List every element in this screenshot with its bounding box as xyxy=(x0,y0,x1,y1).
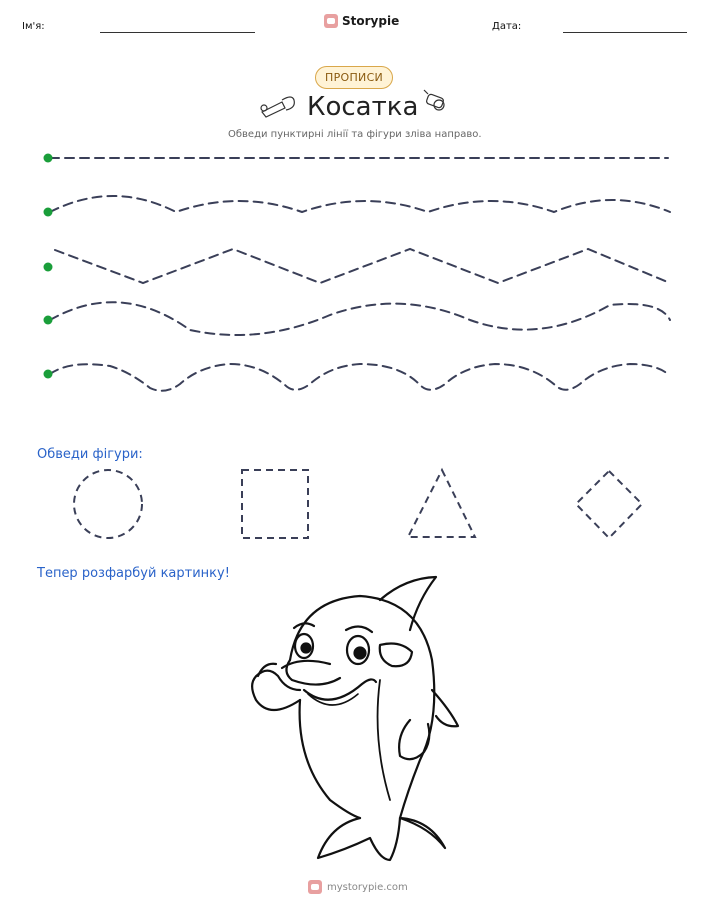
shapes-heading: Обведи фігури: xyxy=(37,447,143,462)
orca-illustration xyxy=(252,577,458,860)
start-dot xyxy=(44,208,53,217)
worksheet-badge: ПРОПИСИ xyxy=(315,66,393,89)
start-dots xyxy=(44,154,53,379)
storypie-logo-icon xyxy=(308,880,322,894)
name-label: Ім'я: xyxy=(22,21,45,32)
tracing-lines xyxy=(50,158,670,391)
tracing-shapes xyxy=(74,470,642,538)
shape-square xyxy=(242,470,308,538)
tracing-line-zigzag xyxy=(55,249,670,283)
start-dot xyxy=(44,263,53,272)
coloring-heading: Тепер розфарбуй картинку! xyxy=(37,566,230,581)
trumpet-icon xyxy=(261,97,294,117)
start-dot xyxy=(44,154,53,163)
footer-site[interactable]: mystorypie.com xyxy=(327,881,408,893)
tracing-line-wave-2 xyxy=(50,302,670,335)
page-title: Косатка xyxy=(307,92,419,122)
shape-diamond xyxy=(576,471,642,538)
instruction-text: Обведи пунктирні лінії та фігури зліва направо. xyxy=(228,129,482,140)
footer xyxy=(308,880,408,894)
tracing-line-wave-3 xyxy=(50,364,668,391)
tracing-line-wave-1 xyxy=(50,196,670,212)
date-label: Дата: xyxy=(492,21,522,32)
start-dot xyxy=(44,316,53,325)
shape-circle xyxy=(74,470,142,538)
start-dot xyxy=(44,370,53,379)
shape-triangle xyxy=(408,470,475,537)
brand-name: Storypie xyxy=(342,14,400,28)
whistle-icon xyxy=(424,90,444,110)
